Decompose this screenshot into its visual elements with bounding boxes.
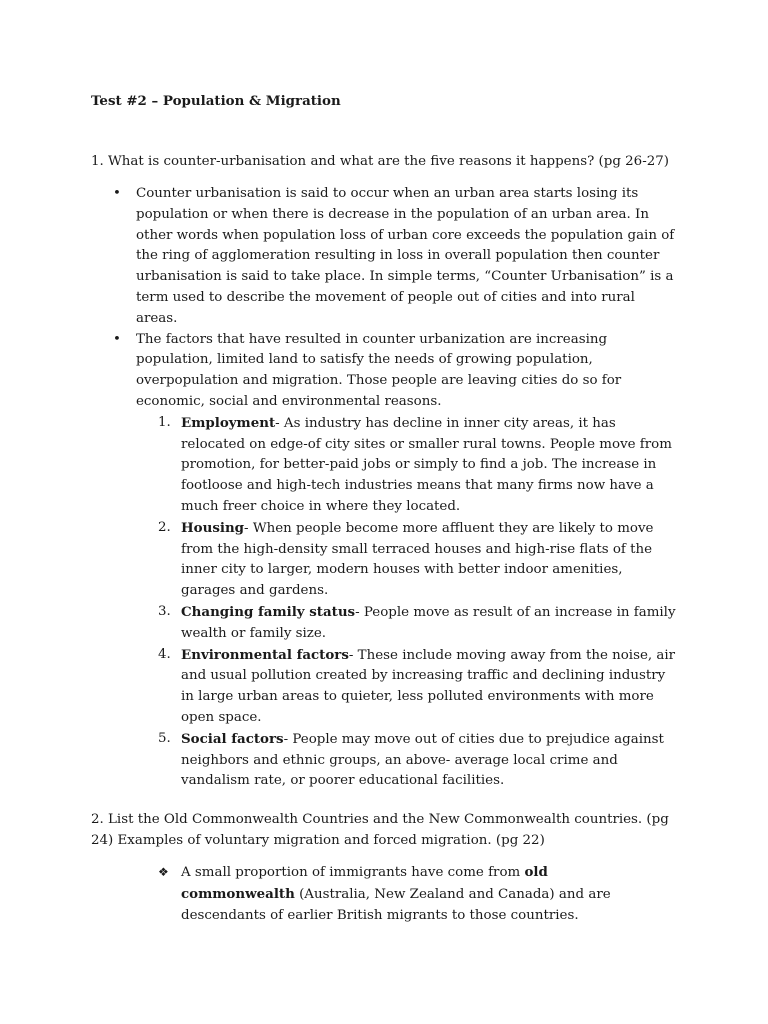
factor-term: Employment [181, 414, 276, 431]
bullet-text: The factors that have resulted in counter urbanization are increasing population, limited land to satisfy the needs of growing population, overpopulation and migration. Those people are leaving cities do so for economic, social and environmental reasons. [136, 331, 622, 409]
factor-number: 5. [158, 730, 171, 746]
bullet-text-post: (Australia, New Zealand and Canada) and are descendants of earlier British migrants to those countries. [181, 886, 611, 923]
factor-environmental [158, 645, 678, 729]
bullet-text: Counter urbanisation is said to occur when an urban area starts losing its population or when there is decrease in the population of an urban area. In other words when population loss of urban core exceeds the population gain of the ring of agglomeration resulting in loss in overall population then counter urbanisation is said to take place. In simple terms, “Counter Urbanisation” is a term used to describe the movement of people out of cities and into rural areas. [136, 186, 675, 326]
bullet-factors-intro [113, 330, 678, 413]
factor-term: Housing [181, 519, 245, 536]
factor-number: 1. [158, 414, 171, 430]
factor-text: - People may move out of cities due to prejudice against neighbors and ethnic groups, an above- average local crime and vandalism rate, or poorer educational facilities. [181, 731, 664, 789]
question-2: 2. List the Old Commonwealth Countries and the New Commonwealth countries. (pg 24) Examples of voluntary migration and forced migration. (pg 22) [91, 812, 669, 848]
factor-term: Changing family status [181, 603, 356, 620]
bullet-old-commonwealth [158, 862, 661, 926]
factor-family-status [158, 602, 678, 645]
bullet-dot-icon: • [113, 331, 121, 347]
factor-housing [158, 518, 678, 602]
factor-number: 3. [158, 603, 171, 619]
factor-term: Social factors [181, 730, 284, 747]
question-1: 1. What is counter-urbanisation and what are the five reasons it happens? (pg 26-27) [91, 154, 669, 169]
factor-employment [158, 413, 678, 518]
diamond-bullet-icon: ❖ [158, 865, 169, 879]
factor-term: Environmental factors [181, 646, 349, 663]
factor-text: - When people become more affluent they are likely to move from the high-density small terraced houses and high-rise flats of the inner city to larger, modern houses with better indoor amenities, garages and gardens. [181, 520, 654, 599]
factor-text: - These include moving away from the noise, air and usual pollution created by increasing traffic and declining industry in large urban areas to quieter, less polluted environments with more open space. [181, 647, 676, 725]
bullet-dot-icon: • [113, 186, 121, 201]
bullet-text-bold: old commonwealth [181, 864, 548, 902]
document-title: Test #2 – Population & Migration [91, 93, 341, 109]
factor-text: - People move as result of an increase in family wealth or family size. [181, 604, 676, 641]
question-1-answer [113, 184, 678, 792]
factor-number: 4. [158, 646, 171, 662]
bullet-text-pre: A small proportion of immigrants have come from [181, 865, 525, 880]
factor-text: - As industry has decline in inner city areas, it has relocated on edge-of city sites or smaller rural towns. People move from promotion, for better-paid jobs or simply to find a job. The increase in footloose and high-tech industries means that many firms now have a much freer choice in where they located. [181, 415, 672, 514]
factor-list [158, 413, 678, 792]
factor-social [158, 729, 678, 792]
bullet-definition [113, 184, 678, 330]
factor-number: 2. [158, 519, 171, 535]
question-2-answer [158, 862, 661, 926]
